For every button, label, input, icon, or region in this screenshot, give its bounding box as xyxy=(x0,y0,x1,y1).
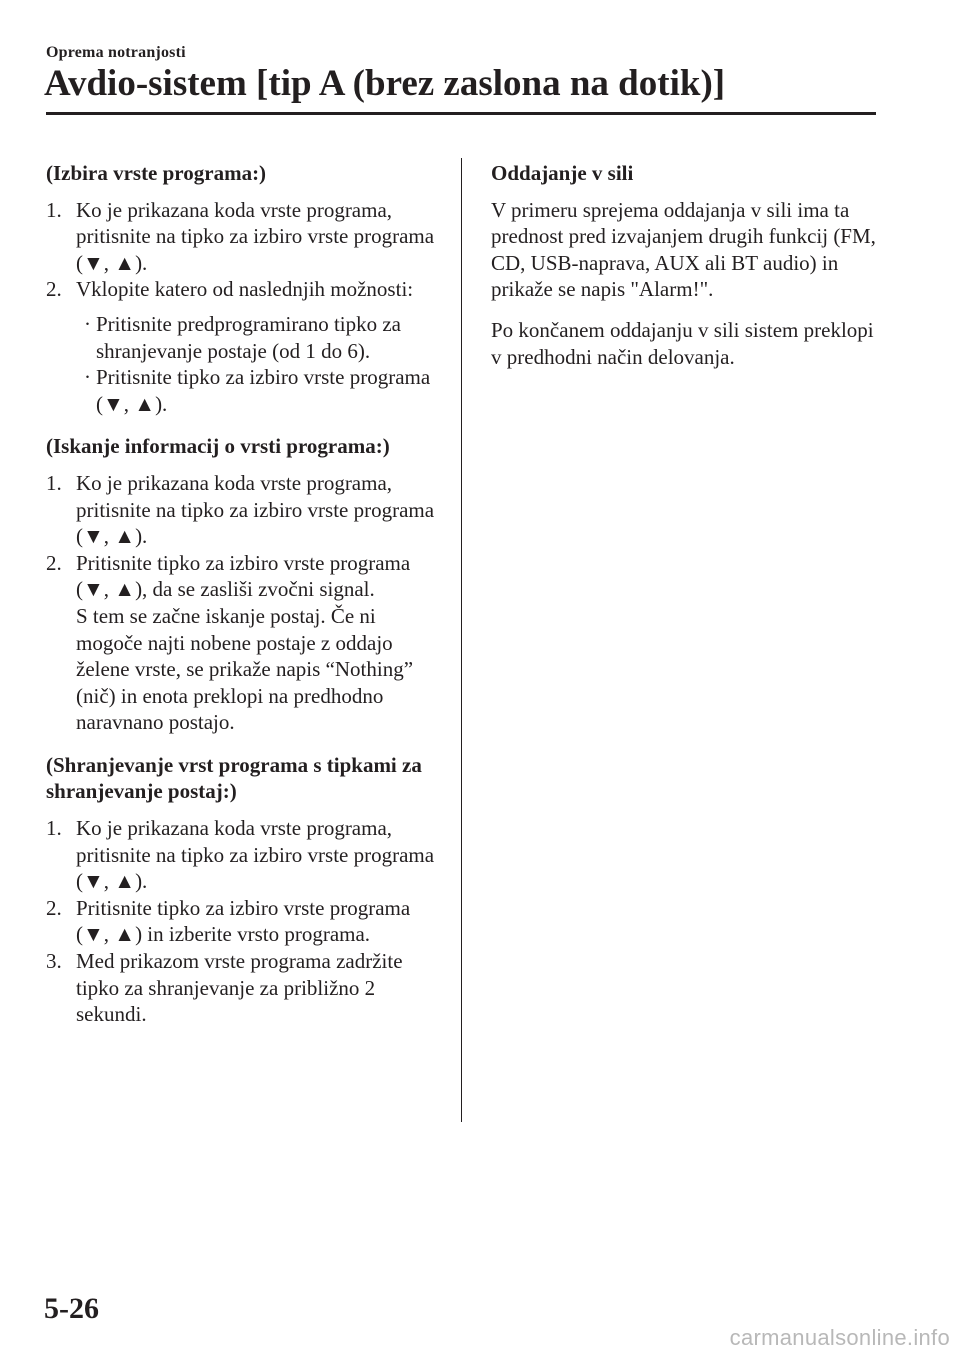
sub-list-text: Pritisnite tipko za izbiro vrste programa (▼, ▲). xyxy=(96,365,431,416)
list-item xyxy=(46,276,441,303)
section-store-program-type xyxy=(46,752,441,1028)
left-column xyxy=(46,160,441,1028)
list-item xyxy=(46,197,441,277)
list-text: Ko je prikazana koda vrste programa, pritisnite na tipko za izbiro vrste programa (▼, ▲). xyxy=(76,816,435,894)
sub-list-item xyxy=(46,311,441,364)
bullet: · xyxy=(84,311,91,336)
title-rule xyxy=(46,112,876,115)
list-text: Med prikazom vrste programa zadržite tipko za shranjevanje za približno 2 sekundi. xyxy=(76,949,403,1027)
list-item xyxy=(46,895,441,948)
section-label: Oprema notranjosti xyxy=(46,44,186,61)
list-item xyxy=(46,550,441,736)
list-number: 2. xyxy=(46,277,62,302)
right-column xyxy=(491,160,886,384)
list-item xyxy=(46,948,441,1028)
list-number: 2. xyxy=(46,895,62,920)
list-text: Vklopite katero od naslednjih možnosti: xyxy=(76,277,414,302)
list-number: 1. xyxy=(46,816,62,841)
column-divider xyxy=(461,158,462,1122)
page-title: Avdio-sistem [tip A (brez zaslona na dotik)] xyxy=(44,63,726,104)
section-heading: (Iskanje informacij o vrsti programa:) xyxy=(46,434,390,459)
list-text: Ko je prikazana koda vrste programa, pritisnite na tipko za izbiro vrste programa (▼, ▲). xyxy=(76,470,435,549)
section-heading-emergency: Oddajanje v sili xyxy=(491,161,634,185)
paragraph: Po končanem oddajanju v sili sistem preklopi v predhodni način delovanja. xyxy=(491,317,874,369)
list-text: Pritisnite tipko za izbiro vrste programa (▼, ▲), da se zasliši zvočni signal. xyxy=(76,550,411,602)
bullet: · xyxy=(84,365,91,390)
page-number: 5-26 xyxy=(44,1292,99,1325)
sub-list-item xyxy=(46,364,441,417)
section-select-program-type xyxy=(46,160,441,417)
list-item xyxy=(46,815,441,895)
watermark: carmanualsonline.info xyxy=(729,1325,950,1350)
section-heading: (Izbira vrste programa:) xyxy=(46,161,267,185)
section-search-program-type xyxy=(46,433,441,736)
paragraph: V primeru sprejema oddajanja v sili ima ta prednost pred izvajanjem drugih funkcij (FM, CD, USB-naprava, AUX ali BT audio) in prikaže se napis "Alarm!". xyxy=(491,197,876,302)
sub-list xyxy=(46,311,441,417)
list-number: 1. xyxy=(46,470,62,495)
list-number: 1. xyxy=(46,197,62,222)
list-number: 3. xyxy=(46,949,62,974)
sub-list-text: Pritisnite predprogramirano tipko za shranjevanje postaje (od 1 do 6). xyxy=(96,311,402,363)
list-text: Ko je prikazana koda vrste programa, pritisnite na tipko za izbiro vrste programa (▼, ▲). xyxy=(76,197,435,275)
list-number: 2. xyxy=(46,550,62,575)
list-item xyxy=(46,470,441,550)
list-extra-text: S tem se začne iskanje postaj. Če ni mogoče najti nobene postaje z oddajo želene vrste, se prikaže napis “Nothing” (nič) in enota preklopi na predhodno naravnano postajo. xyxy=(76,603,414,735)
list-text: Pritisnite tipko za izbiro vrste programa (▼, ▲) in izberite vrsto programa. xyxy=(76,895,411,947)
section-heading: (Shranjevanje vrst programa s tipkami za shranjevanje postaj:) xyxy=(46,752,422,804)
